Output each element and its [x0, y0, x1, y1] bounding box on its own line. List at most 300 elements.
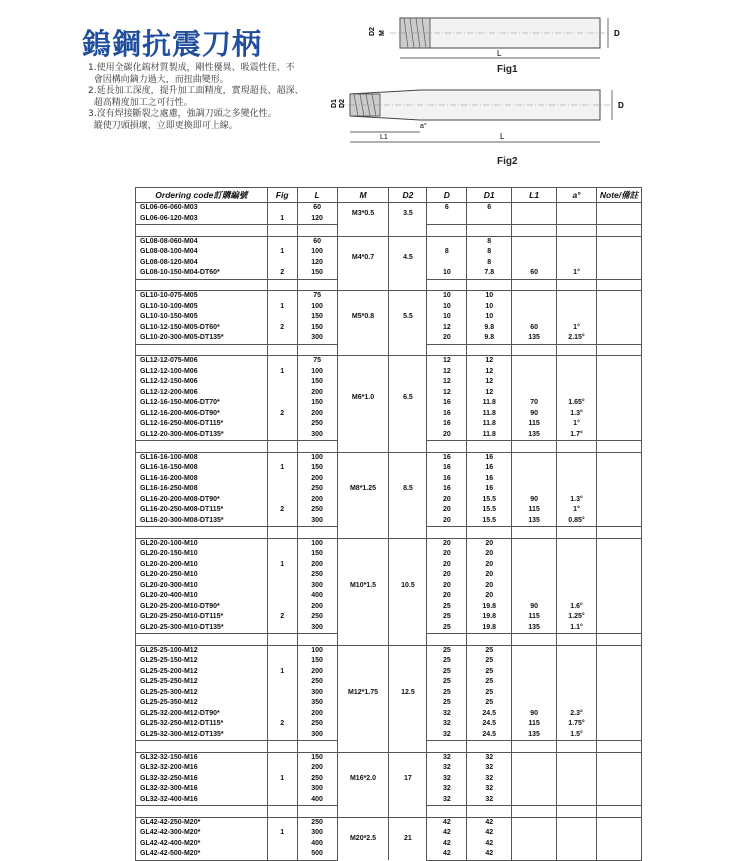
cell-l1 — [512, 839, 557, 850]
cell-l1: 135 — [512, 730, 557, 741]
col-header: Ordering code訂購編號 — [136, 188, 268, 203]
cell-d1: 42 — [467, 849, 512, 860]
cell-angle: 1.6° — [557, 602, 597, 613]
cell-note — [596, 774, 641, 785]
cell-l1 — [512, 367, 557, 378]
cell-fig — [267, 474, 297, 485]
cell-angle — [557, 656, 597, 667]
cell-d1: 32 — [467, 752, 512, 763]
cell-fig — [267, 581, 297, 592]
cell-note — [596, 268, 641, 279]
cell-d1: 15.5 — [467, 495, 512, 506]
cell-ordering-code: GL25-25-300-M12 — [136, 688, 268, 699]
cell-m: M5*0.8 — [337, 291, 389, 345]
cell-fig — [267, 763, 297, 774]
cell-d1: 25 — [467, 698, 512, 709]
cell-d2: 12.5 — [389, 645, 427, 741]
cell-d1: 20 — [467, 591, 512, 602]
cell-l1 — [512, 214, 557, 225]
cell-note — [596, 730, 641, 741]
spacer-row — [136, 634, 642, 646]
cell-note — [596, 203, 641, 214]
cell-l: 400 — [297, 795, 337, 806]
cell-d: 20 — [427, 560, 467, 571]
cell-d: 32 — [427, 795, 467, 806]
cell-fig: 2 — [267, 612, 297, 623]
cell-angle — [557, 258, 597, 269]
cell-d: 25 — [427, 656, 467, 667]
cell-l: 150 — [297, 656, 337, 667]
cell-ordering-code: GL10-20-300-M05-DT135* — [136, 333, 268, 344]
cell-d1: 25 — [467, 645, 512, 656]
cell-ordering-code: GL16-16-100-M08 — [136, 452, 268, 463]
cell-d1: 24.5 — [467, 709, 512, 720]
dim-d-label-2: D — [618, 101, 624, 110]
cell-ordering-code: GL10-10-150-M05 — [136, 312, 268, 323]
cell-d: 16 — [427, 452, 467, 463]
cell-d: 16 — [427, 484, 467, 495]
cell-angle — [557, 560, 597, 571]
cell-d: 16 — [427, 463, 467, 474]
cell-d: 42 — [427, 828, 467, 839]
cell-ordering-code: GL12-12-150-M06 — [136, 377, 268, 388]
cell-note — [596, 516, 641, 527]
cell-l1 — [512, 377, 557, 388]
table-row — [136, 452, 642, 463]
cell-d1: 8 — [467, 258, 512, 269]
page-title: 鎢鋼抗震刀柄 — [82, 27, 263, 61]
cell-angle — [557, 645, 597, 656]
cell-note — [596, 463, 641, 474]
cell-d1: 16 — [467, 474, 512, 485]
cell-l1: 90 — [512, 709, 557, 720]
cell-d: 32 — [427, 719, 467, 730]
cell-d: 20 — [427, 333, 467, 344]
cell-ordering-code: GL25-32-200-M12-DT90* — [136, 709, 268, 720]
cell-fig — [267, 484, 297, 495]
cell-l1 — [512, 570, 557, 581]
cell-note — [596, 538, 641, 549]
cell-d: 12 — [427, 356, 467, 367]
cell-fig — [267, 312, 297, 323]
cell-d2: 3.5 — [389, 203, 427, 225]
cell-ordering-code: GL42-42-300-M20* — [136, 828, 268, 839]
cell-d: 10 — [427, 291, 467, 302]
cell-l: 250 — [297, 484, 337, 495]
cell-fig — [267, 645, 297, 656]
cell-note — [596, 795, 641, 806]
cell-fig: 1 — [267, 560, 297, 571]
cell-d: 20 — [427, 495, 467, 506]
cell-l: 100 — [297, 538, 337, 549]
cell-d1: 10 — [467, 291, 512, 302]
cell-d1: 24.5 — [467, 719, 512, 730]
spacer-row — [136, 225, 642, 237]
table-row — [136, 645, 642, 656]
cell-d1: 15.5 — [467, 505, 512, 516]
ordering-table — [135, 187, 642, 861]
cell-l1: 60 — [512, 268, 557, 279]
cell-ordering-code: GL20-20-300-M10 — [136, 581, 268, 592]
cell-l: 250 — [297, 612, 337, 623]
cell-angle — [557, 752, 597, 763]
fig1-drawing — [360, 10, 630, 75]
cell-d1: 20 — [467, 570, 512, 581]
cell-l: 300 — [297, 333, 337, 344]
cell-angle — [557, 463, 597, 474]
cell-l1 — [512, 656, 557, 667]
cell-l: 200 — [297, 709, 337, 720]
cell-d: 12 — [427, 367, 467, 378]
cell-angle: 1.75° — [557, 719, 597, 730]
cell-angle — [557, 484, 597, 495]
cell-fig: 1 — [267, 463, 297, 474]
cell-d: 6 — [427, 203, 467, 214]
cell-angle: 0.85° — [557, 516, 597, 527]
cell-note — [596, 719, 641, 730]
cell-l: 350 — [297, 698, 337, 709]
cell-ordering-code: GL25-25-200-M12 — [136, 667, 268, 678]
cell-l1 — [512, 452, 557, 463]
cell-ordering-code: GL20-20-150-M10 — [136, 549, 268, 560]
cell-fig — [267, 709, 297, 720]
cell-d1: 12 — [467, 356, 512, 367]
cell-l1 — [512, 667, 557, 678]
cell-angle: 1° — [557, 323, 597, 334]
cell-note — [596, 258, 641, 269]
cell-fig — [267, 688, 297, 699]
cell-angle — [557, 667, 597, 678]
cell-note — [596, 591, 641, 602]
cell-d2: 10.5 — [389, 538, 427, 634]
cell-l1 — [512, 828, 557, 839]
cell-l: 150 — [297, 268, 337, 279]
cell-note — [596, 312, 641, 323]
cell-m: M4*0.7 — [337, 236, 389, 279]
cell-fig — [267, 356, 297, 367]
cell-d1: 19.8 — [467, 623, 512, 634]
cell-note — [596, 828, 641, 839]
cell-ordering-code: GL32-32-400-M16 — [136, 795, 268, 806]
cell-l: 150 — [297, 752, 337, 763]
fig1-label: Fig1 — [497, 64, 518, 75]
cell-d: 25 — [427, 612, 467, 623]
cell-fig — [267, 516, 297, 527]
cell-ordering-code: GL10-10-100-M05 — [136, 302, 268, 313]
cell-l: 300 — [297, 581, 337, 592]
cell-d: 20 — [427, 538, 467, 549]
cell-l1 — [512, 549, 557, 560]
cell-d1: 16 — [467, 463, 512, 474]
cell-l: 200 — [297, 388, 337, 399]
cell-note — [596, 752, 641, 763]
cell-angle — [557, 677, 597, 688]
cell-l: 300 — [297, 828, 337, 839]
cell-fig — [267, 236, 297, 247]
spacer-row — [136, 806, 642, 818]
cell-d: 20 — [427, 505, 467, 516]
cell-l1 — [512, 291, 557, 302]
cell-ordering-code: GL12-12-200-M06 — [136, 388, 268, 399]
cell-l: 200 — [297, 474, 337, 485]
cell-d: 25 — [427, 677, 467, 688]
cell-ordering-code: GL16-20-250-M08-DT115* — [136, 505, 268, 516]
table-row — [136, 752, 642, 763]
cell-l: 200 — [297, 560, 337, 571]
dim-m-label: M — [379, 30, 386, 36]
cell-d2: 17 — [389, 752, 427, 806]
cell-fig: 1 — [267, 214, 297, 225]
cell-angle — [557, 236, 597, 247]
cell-m: M10*1.5 — [337, 538, 389, 634]
cell-l: 400 — [297, 591, 337, 602]
cell-d1: 42 — [467, 828, 512, 839]
dim-d-label: D — [614, 29, 620, 38]
cell-d1: 12 — [467, 367, 512, 378]
cell-note — [596, 570, 641, 581]
cell-d — [427, 258, 467, 269]
cell-l1 — [512, 312, 557, 323]
cell-fig — [267, 656, 297, 667]
cell-d: 16 — [427, 419, 467, 430]
cell-l1 — [512, 688, 557, 699]
cell-ordering-code: GL10-10-075-M05 — [136, 291, 268, 302]
cell-note — [596, 214, 641, 225]
cell-angle — [557, 570, 597, 581]
cell-fig — [267, 784, 297, 795]
cell-fig: 2 — [267, 409, 297, 420]
cell-ordering-code: GL25-25-350-M12 — [136, 698, 268, 709]
cell-angle — [557, 839, 597, 850]
cell-d: 32 — [427, 709, 467, 720]
cell-d1: 6 — [467, 203, 512, 214]
cell-fig — [267, 549, 297, 560]
cell-ordering-code: GL32-32-300-M16 — [136, 784, 268, 795]
cell-note — [596, 367, 641, 378]
cell-angle — [557, 312, 597, 323]
cell-l1: 135 — [512, 333, 557, 344]
cell-fig — [267, 398, 297, 409]
cell-fig — [267, 495, 297, 506]
cell-l1 — [512, 463, 557, 474]
table-row — [136, 356, 642, 367]
cell-l: 200 — [297, 495, 337, 506]
cell-d1: 24.5 — [467, 730, 512, 741]
cell-angle: 1.1° — [557, 623, 597, 634]
cell-note — [596, 474, 641, 485]
cell-l1: 70 — [512, 398, 557, 409]
cell-d1: 32 — [467, 774, 512, 785]
cell-d: 25 — [427, 645, 467, 656]
col-header: M — [337, 188, 389, 203]
cell-angle: 1.7° — [557, 430, 597, 441]
cell-d1: 11.8 — [467, 409, 512, 420]
cell-d1: 7.8 — [467, 268, 512, 279]
table-row — [136, 203, 642, 214]
cell-ordering-code: GL08-08-060-M04 — [136, 236, 268, 247]
cell-d1: 25 — [467, 688, 512, 699]
cell-fig — [267, 817, 297, 828]
cell-ordering-code: GL06-06-120-M03 — [136, 214, 268, 225]
cell-fig — [267, 538, 297, 549]
cell-l: 200 — [297, 409, 337, 420]
cell-note — [596, 817, 641, 828]
cell-fig: 2 — [267, 719, 297, 730]
cell-l1 — [512, 752, 557, 763]
cell-m: M8*1.25 — [337, 452, 389, 527]
feature-line: 1.使用全碳化鎢材質製成，剛性優異、吸震性佳、不 — [88, 63, 295, 73]
cell-angle: 1.3° — [557, 495, 597, 506]
cell-ordering-code: GL12-12-100-M06 — [136, 367, 268, 378]
cell-note — [596, 388, 641, 399]
cell-ordering-code: GL25-25-250-M12 — [136, 677, 268, 688]
cell-ordering-code: GL16-16-200-M08 — [136, 474, 268, 485]
cell-d: 25 — [427, 698, 467, 709]
cell-fig — [267, 258, 297, 269]
cell-l1 — [512, 484, 557, 495]
cell-ordering-code: GL42-42-400-M20* — [136, 839, 268, 850]
cell-d: 12 — [427, 377, 467, 388]
cell-l: 100 — [297, 452, 337, 463]
cell-d1: 11.8 — [467, 430, 512, 441]
cell-note — [596, 356, 641, 367]
col-header: Note/備註 — [596, 188, 641, 203]
cell-l1 — [512, 763, 557, 774]
cell-note — [596, 612, 641, 623]
table-row — [136, 291, 642, 302]
cell-l: 150 — [297, 312, 337, 323]
cell-ordering-code: GL12-12-075-M06 — [136, 356, 268, 367]
cell-d: 20 — [427, 430, 467, 441]
cell-d1: 16 — [467, 452, 512, 463]
cell-d: 32 — [427, 730, 467, 741]
cell-l1: 90 — [512, 602, 557, 613]
cell-note — [596, 677, 641, 688]
cell-angle — [557, 828, 597, 839]
cell-note — [596, 409, 641, 420]
cell-ordering-code: GL32-32-150-M16 — [136, 752, 268, 763]
cell-note — [596, 377, 641, 388]
spacer-row — [136, 441, 642, 453]
cell-d: 10 — [427, 312, 467, 323]
cell-l1: 115 — [512, 505, 557, 516]
table-row — [136, 538, 642, 549]
cell-ordering-code: GL25-32-300-M12-DT135* — [136, 730, 268, 741]
cell-d: 42 — [427, 849, 467, 860]
feature-line: 3.沒有焊接斷裂之處慮，強調刀頭之多變化性。 — [88, 109, 277, 119]
fig2-drawing — [300, 80, 640, 160]
spacer-row — [136, 279, 642, 291]
cell-d1: 8 — [467, 236, 512, 247]
cell-fig — [267, 752, 297, 763]
cell-ordering-code: GL12-20-300-M06-DT135* — [136, 430, 268, 441]
cell-l: 75 — [297, 356, 337, 367]
cell-d2: 8.5 — [389, 452, 427, 527]
cell-l: 120 — [297, 214, 337, 225]
cell-l: 250 — [297, 774, 337, 785]
cell-angle — [557, 474, 597, 485]
cell-d1: 20 — [467, 560, 512, 571]
cell-d1: 25 — [467, 656, 512, 667]
cell-angle — [557, 214, 597, 225]
cell-l: 100 — [297, 645, 337, 656]
cell-ordering-code: GL20-20-100-M10 — [136, 538, 268, 549]
cell-ordering-code: GL16-16-150-M08 — [136, 463, 268, 474]
cell-l: 150 — [297, 398, 337, 409]
cell-note — [596, 236, 641, 247]
cell-d: 16 — [427, 409, 467, 420]
cell-fig: 1 — [267, 828, 297, 839]
cell-angle — [557, 452, 597, 463]
cell-note — [596, 484, 641, 495]
cell-l: 300 — [297, 688, 337, 699]
cell-fig — [267, 430, 297, 441]
cell-d: 10 — [427, 302, 467, 313]
cell-ordering-code: GL32-32-250-M16 — [136, 774, 268, 785]
cell-l: 300 — [297, 784, 337, 795]
cell-l: 100 — [297, 367, 337, 378]
cell-d1 — [467, 214, 512, 225]
cell-angle — [557, 203, 597, 214]
cell-fig — [267, 839, 297, 850]
cell-l: 150 — [297, 549, 337, 560]
cell-fig — [267, 591, 297, 602]
cell-note — [596, 398, 641, 409]
cell-l1 — [512, 203, 557, 214]
cell-l1 — [512, 591, 557, 602]
cell-angle — [557, 774, 597, 785]
cell-l: 250 — [297, 719, 337, 730]
cell-note — [596, 623, 641, 634]
spacer-row — [136, 741, 642, 753]
cell-fig — [267, 333, 297, 344]
cell-d: 20 — [427, 549, 467, 560]
cell-l1 — [512, 677, 557, 688]
cell-d: 12 — [427, 388, 467, 399]
cell-note — [596, 602, 641, 613]
cell-d: 25 — [427, 623, 467, 634]
col-header: D1 — [467, 188, 512, 203]
cell-angle: 2.15° — [557, 333, 597, 344]
dim-l-label: L — [497, 49, 502, 58]
cell-l: 150 — [297, 463, 337, 474]
cell-ordering-code: GL12-16-250-M06-DT115* — [136, 419, 268, 430]
cell-l: 400 — [297, 839, 337, 850]
cell-ordering-code: GL20-20-250-M10 — [136, 570, 268, 581]
cell-angle — [557, 698, 597, 709]
cell-fig — [267, 570, 297, 581]
cell-d2: 4.5 — [389, 236, 427, 279]
cell-l1 — [512, 356, 557, 367]
cell-note — [596, 839, 641, 850]
cell-d1: 25 — [467, 677, 512, 688]
cell-fig — [267, 730, 297, 741]
cell-d: 32 — [427, 752, 467, 763]
cell-angle — [557, 581, 597, 592]
cell-m: M3*0.5 — [337, 203, 389, 225]
cell-d: 32 — [427, 784, 467, 795]
cell-angle — [557, 688, 597, 699]
cell-d: 25 — [427, 667, 467, 678]
cell-note — [596, 581, 641, 592]
cell-l: 75 — [297, 291, 337, 302]
cell-d1: 11.8 — [467, 398, 512, 409]
cell-ordering-code: GL12-16-200-M06-DT90* — [136, 409, 268, 420]
cell-fig: 1 — [267, 302, 297, 313]
cell-d1: 32 — [467, 784, 512, 795]
cell-angle — [557, 367, 597, 378]
cell-fig — [267, 291, 297, 302]
